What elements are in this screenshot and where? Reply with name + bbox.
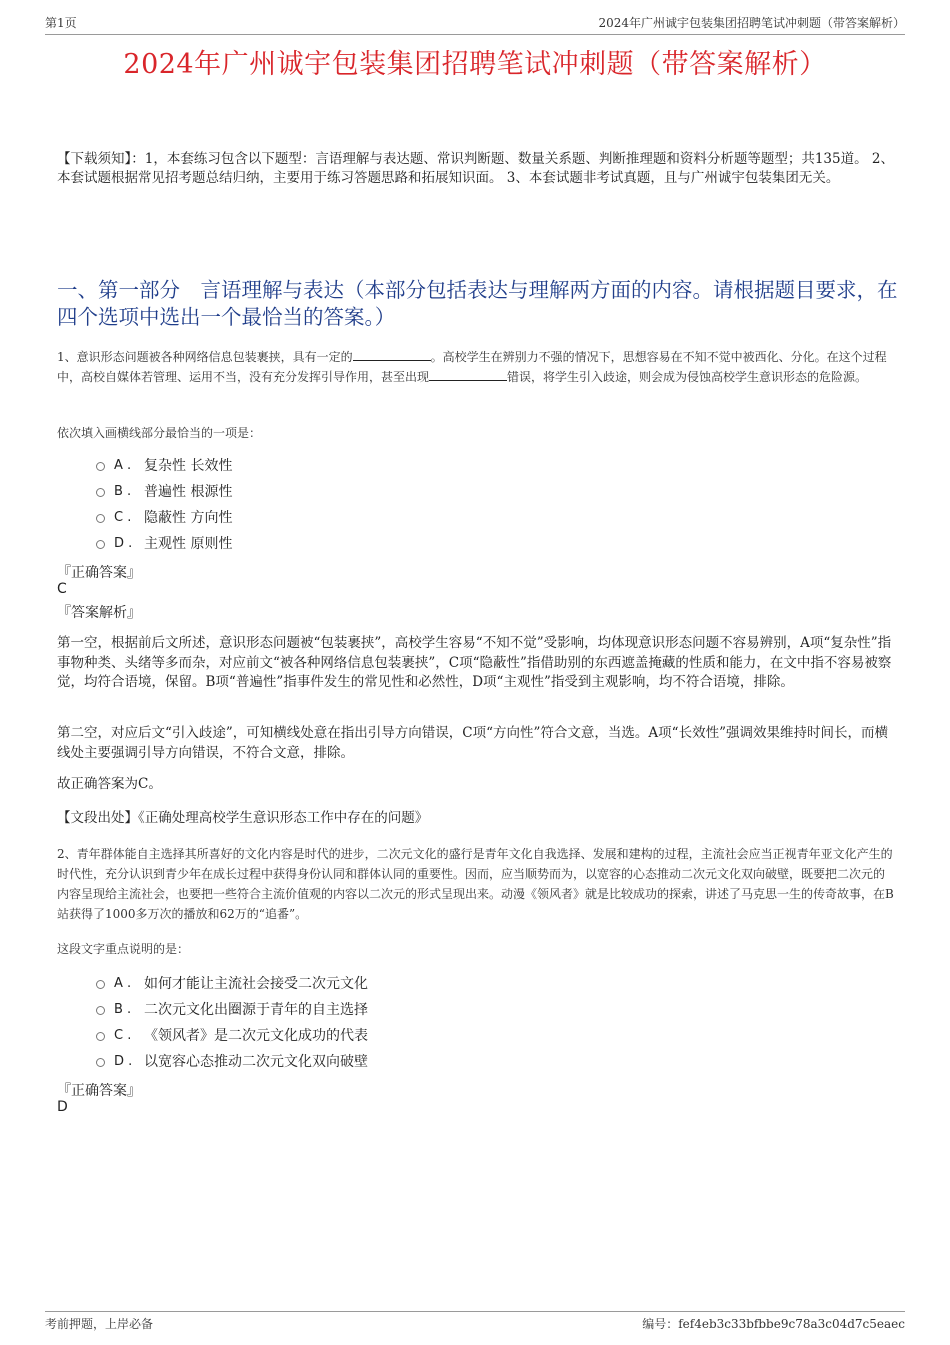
correct-answer: C — [57, 581, 67, 597]
option-b[interactable]: B . 二次元文化出圈源于青年的自主选择 — [96, 996, 368, 1022]
option-d[interactable]: D . 以宽容心态推动二次元文化双向破壁 — [96, 1048, 368, 1074]
question-2-text: 2、青年群体能自主选择其所喜好的文化内容是时代的进步，二次元文化的盛行是青年文化自我选择、发展和建构的过程，主流社会应当正视青年亚文化产生的时代性，充分认识到青少年在成长过程中获得身份认同和群体认同的重要性。因而，应当顺势而为，以宽容的心态推动二次元文化双向破壁，既要把二次元的内容呈现给主流社会，也要把一些符合主流价值观的内容以二次元的形式呈现出来。动漫《领风者》就是比较成功的探索，讲述了马克思一生的传奇故事，在B站获得了1000多万次的播放和62万的“追番”。 — [57, 847, 894, 921]
page-footer — [45, 1311, 905, 1332]
page-number: 第1页 — [45, 16, 77, 30]
radio-icon[interactable] — [96, 1006, 105, 1015]
answer-label: 『正确答案』 — [57, 565, 141, 581]
document-title: 2024年广州诚宇包装集团招聘笔试冲刺题（带答案解析） — [123, 49, 827, 80]
radio-icon[interactable] — [96, 1058, 105, 1067]
radio-icon[interactable] — [96, 1032, 105, 1041]
answer-label: 『正确答案』 — [57, 1083, 141, 1099]
section-title: 一、第一部分 言语理解与表达（本部分包括表达与理解两方面的内容。请根据题目要求，在四个选项中选出一个最恰当的答案。） — [57, 278, 898, 329]
analysis-paragraph-2: 第二空，对应后文“引入歧途”，可知横线处意在指出引导方向错误，C项“方向性”符合文意，当选。A项“长效性”强调效果维持时间长，而横线处主要强调引导方向错误，不符合文意，排除。 — [57, 725, 888, 761]
question-1-prompt: 依次填入画横线部分最恰当的一项是： — [57, 426, 262, 440]
footer-slogan: 考前押题，上岸必备 — [45, 1317, 154, 1331]
question-1-options — [96, 452, 232, 556]
option-d[interactable]: D . 主观性 原则性 — [96, 530, 232, 556]
option-b[interactable]: B . 普遍性 根源性 — [96, 478, 232, 504]
radio-icon[interactable] — [96, 514, 105, 523]
correct-answer: D — [57, 1099, 68, 1115]
radio-icon[interactable] — [96, 462, 105, 471]
radio-icon[interactable] — [96, 488, 105, 497]
option-c[interactable]: C . 隐蔽性 方向性 — [96, 504, 232, 530]
page-header — [45, 14, 905, 35]
blank-1 — [353, 348, 431, 361]
header-doc-title: 2024年广州诚宇包装集团招聘笔试冲刺题（带答案解析） — [598, 16, 905, 30]
option-c[interactable]: C . 《领风者》是二次元文化成功的代表 — [96, 1022, 368, 1048]
analysis-label: 『答案解析』 — [57, 605, 141, 621]
document-id: 编号：fef4eb3c33bfbbe9c78a3c04d7c5eaec — [642, 1317, 905, 1331]
radio-icon[interactable] — [96, 980, 105, 989]
option-a[interactable]: A . 如何才能让主流社会接受二次元文化 — [96, 970, 368, 996]
radio-icon[interactable] — [96, 540, 105, 549]
analysis-paragraph-1: 第一空，根据前后文所述，意识形态问题被“包装裹挟”，高校学生容易“不知不觉”受影响，均体现意识形态问题不容易辨别，A项“复杂性”指事物种类、头绪等多而杂，对应前文“被各种网络信息包装裹挟”，C项“隐蔽性”指借助别的东西遮盖掩藏的性质和能力，在文中指不容易被察觉，均符合语境，保留。B项“普遍性”指事件发生的常见性和必然性，D项“主观性”指受到主观影响，均不符合语境，排除。 — [57, 635, 892, 690]
question-1-text: 1、意识形态问题被各种网络信息包装裹挟，具有一定的 。高校学生在辨别力不强的情况下，思想容易在不知不觉中被西化、分化。在这个过程中，高校自媒体若管理、运用不当，没有充分发挥引导作用，甚至出现 错误，将学生引入歧途，则会成为侵蚀高校学生意识形态的危险源。 — [57, 350, 887, 384]
analysis-paragraph-3: 故正确答案为C。 — [57, 776, 162, 792]
source-note: 【文段出处】《正确处理高校学生意识形态工作中存在的问题》 — [57, 810, 429, 826]
question-2-options — [96, 970, 368, 1074]
option-a[interactable]: A . 复杂性 长效性 — [96, 452, 232, 478]
question-2-prompt: 这段文字重点说明的是： — [57, 942, 190, 956]
download-notice: 【下载须知】：1，本套练习包含以下题型：言语理解与表达题、常识判断题、数量关系题、判断推理题和资料分析题等题型；共135道。 2、本套试题根据常见招考题总结归纳，主要用于练习答题思路和拓展知识面。 3、本套试题非考试真题，且与广州诚宇包装集团无关。 — [57, 151, 894, 186]
blank-2 — [429, 368, 507, 381]
